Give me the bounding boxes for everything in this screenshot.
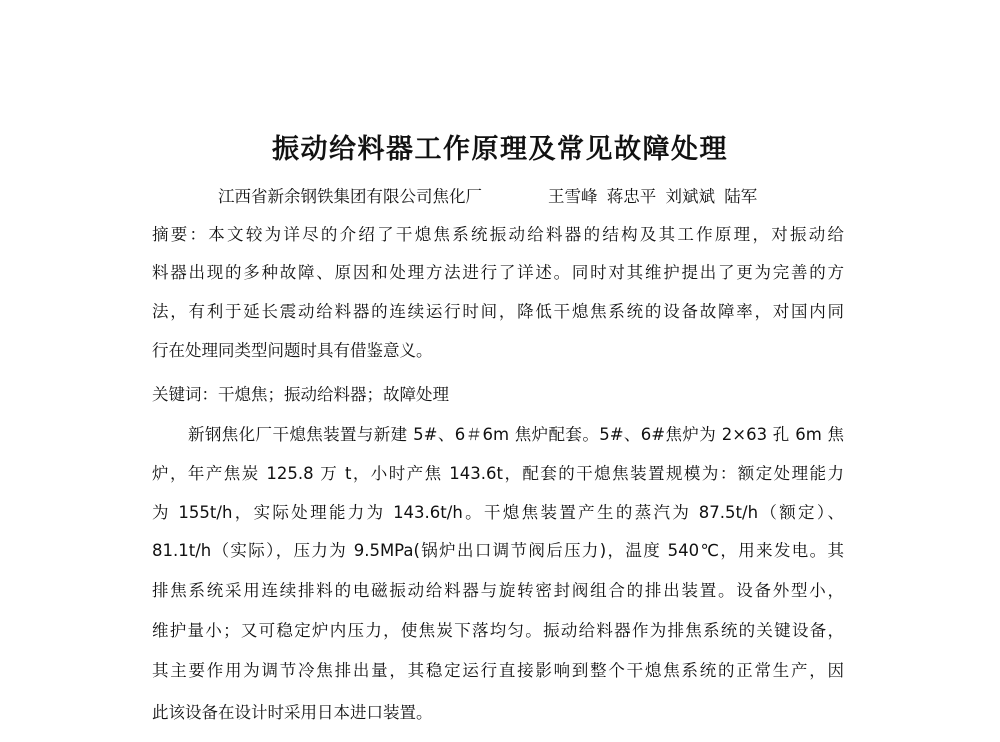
author-names: 王雪峰 蒋忠平 刘斌斌 陆军 [548, 187, 758, 206]
body-line: 为 155t/h，实际处理能力为 143.6t/h。干熄焦装置产生的蒸汽为 87.5t/h（额定）、 [152, 503, 844, 522]
body-line: 其主要作用为调节冷焦排出量，其稳定运行直接影响到整个干熄焦系统的正常生产，因 [152, 661, 844, 680]
body-line: 排焦系统采用连续排料的电磁振动给料器与旋转密封阀组合的排出装置。设备外型小， [152, 581, 844, 600]
page-title: 振动给料器工作原理及常见故障处理 [272, 134, 728, 165]
body-line: 81.1t/h（实际），压力为 9.5MPa(锅炉出口调节阀后压力)，温度 540℃，用来发电。其 [152, 541, 844, 560]
abstract-line: 摘要：本文较为详尽的介绍了干熄焦系统振动给料器的结构及其工作原理，对振动给 [152, 225, 844, 244]
abstract-line: 料器出现的多种故障、原因和处理方法进行了详述。同时对其维护提出了更为完善的方 [152, 263, 844, 282]
author-affiliation: 江西省新余钢铁集团有限公司焦化厂 [218, 187, 482, 206]
body-line: 此该设备在设计时采用日本进口装置。 [152, 703, 433, 722]
body-line: 维护量小；又可稳定炉内压力，使焦炭下落均匀。振动给料器作为排焦系统的关键设备， [152, 621, 844, 640]
abstract-line: 行在处理同类型问题时具有借鉴意义。 [152, 341, 433, 360]
abstract-line: 法，有利于延长震动给料器的连续运行时间，降低干熄焦系统的设备故障率，对国内同 [152, 302, 844, 321]
body-line: 新钢焦化厂干熄焦装置与新建 5#、6＃6m 焦炉配套。5#、6#焦炉为 2×63 孔 6m 焦 [188, 425, 844, 444]
body-line: 炉，年产焦炭 125.8 万 t，小时产焦 143.6t，配套的干熄焦装置规模为：额定处理能力 [152, 464, 844, 483]
keywords-line: 关键词：干熄焦；振动给料器；故障处理 [152, 385, 449, 404]
